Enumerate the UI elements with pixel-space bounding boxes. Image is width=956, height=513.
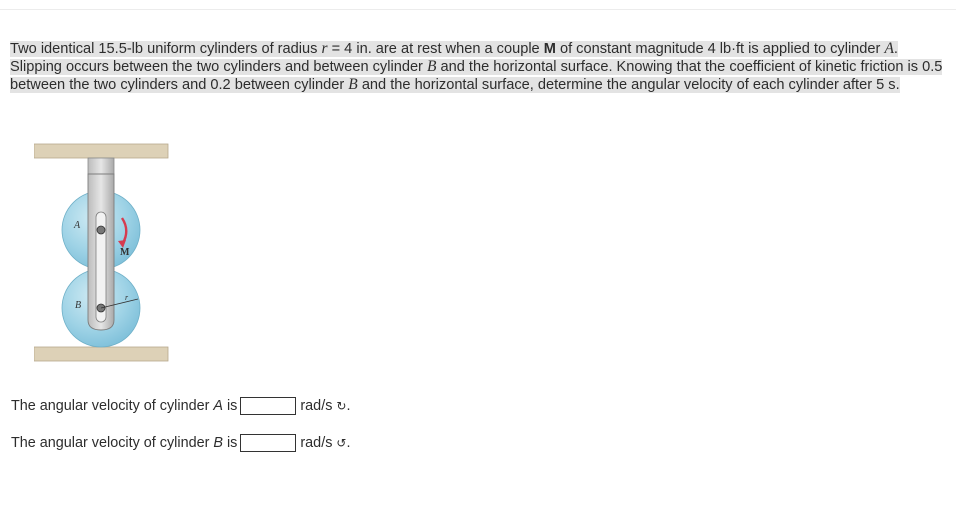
answer-a-label: The angular velocity of cylinder A is [11,398,238,414]
axle-a [97,226,105,234]
period-b: . [346,435,351,451]
unit-b: rad/s [300,435,333,451]
angular-velocity-a-input[interactable] [240,397,296,415]
answer-row-b [11,433,350,453]
ceiling-support [34,144,168,158]
label-a: A [74,220,81,231]
answer-row-a [11,396,350,416]
floor-surface [34,347,168,361]
unit-a: rad/s [300,398,333,414]
problem-figure [34,142,170,366]
period-a: . [346,398,351,414]
label-r: r [125,293,129,302]
clockwise-arrow-icon: ↻ [336,399,347,413]
problem-statement: Two identical 15.5-lb uniform cylinders of radius r = 4 in. are at rest when a couple M of constant magnitude 4 lb·ft is applied to cylinder A. Slipping occurs between the two cylinders and between cylinder B and the horizontal surface. Knowing that the coefficient of kinetic friction is 0.5 between the two cylinders and 0.2 between cylinder B and the horizontal surface, determine the angular velocity of each cylinder after 5 s. [10,40,943,93]
label-b: B [75,300,82,311]
label-m: M [120,247,130,258]
angular-velocity-b-input[interactable] [240,434,296,452]
answer-b-label: The angular velocity of cylinder B is [11,435,238,451]
top-divider [0,9,956,10]
counterclockwise-arrow-icon: ↺ [336,436,347,450]
